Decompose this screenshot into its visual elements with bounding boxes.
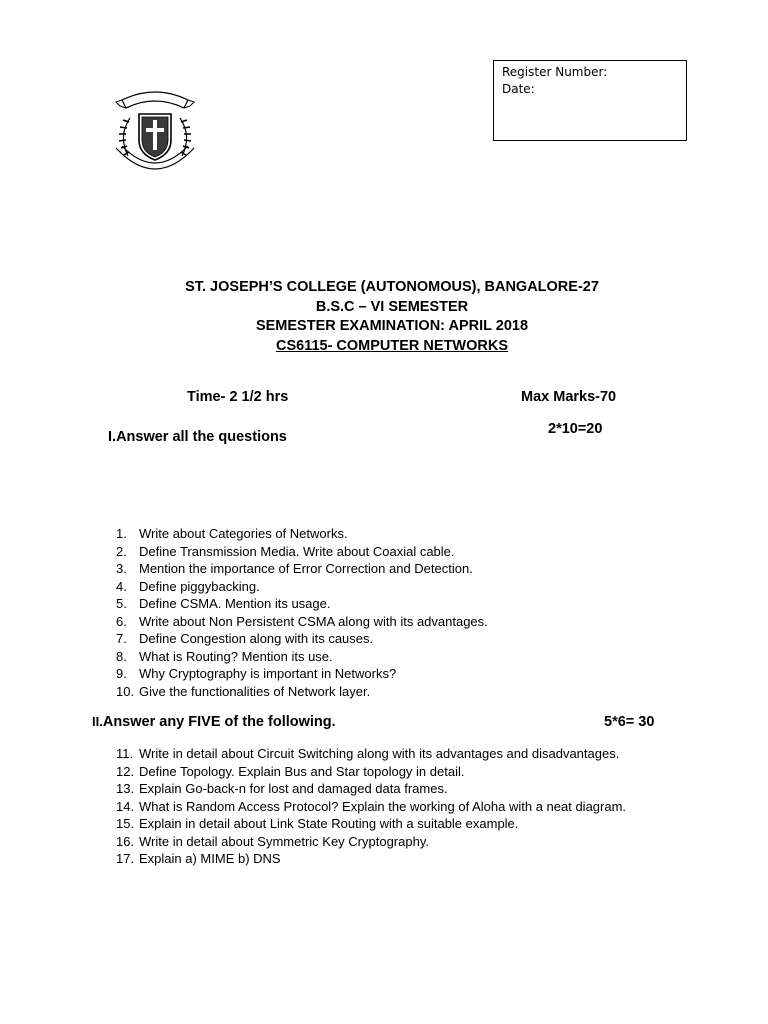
exam-name: SEMESTER EXAMINATION: APRIL 2018 xyxy=(255,318,529,334)
list-item: 8. What is Routing? Mention its use. xyxy=(116,648,333,664)
section2-heading xyxy=(92,714,336,730)
list-item: 10. Give the functionalities of Network layer. xyxy=(116,683,371,699)
section2-numeral: II. xyxy=(92,714,103,729)
time-label: Time- 2 1/2 hrs xyxy=(187,389,289,405)
list-item: 4. Define piggybacking. xyxy=(116,578,260,594)
list-item: 1. Write about Categories of Networks. xyxy=(116,526,348,541)
exam-header xyxy=(0,278,768,356)
register-box xyxy=(493,60,687,141)
list-item: 16. Write in detail about Symmetric Key Cryptography. xyxy=(116,833,429,849)
section1-heading xyxy=(108,429,287,445)
max-marks-label: Max Marks-70 xyxy=(521,389,617,405)
section1-marks: 2*10=20 xyxy=(548,421,603,437)
list-item: 15. Explain in detail about Link State Routing with a suitable example. xyxy=(116,816,519,831)
course-title: CS6115- COMPUTER NETWORKS xyxy=(275,337,509,354)
list-item: 7. Define Congestion along with its causes. xyxy=(116,631,374,646)
section1-question-list xyxy=(116,525,488,700)
section2-title: Answer any FIVE of the following. xyxy=(102,714,336,730)
list-item: 9. Why Cryptography is important in Networks? xyxy=(116,666,397,681)
list-item: 6. Write about Non Persistent CSMA along with its advantages. xyxy=(116,613,488,629)
list-item: 5. Define CSMA. Mention its usage. xyxy=(116,596,331,611)
list-item: 11. Write in detail about Circuit Switching along with its advantages and disadvantages. xyxy=(116,746,620,761)
section2-marks: 5*6= 30 xyxy=(604,714,655,730)
section2-question-list xyxy=(116,745,626,868)
list-item: 2. Define Transmission Media. Write about Coaxial cable. xyxy=(116,543,455,559)
list-item: 3. Mention the importance of Error Correction and Detection. xyxy=(116,561,473,576)
register-number-label: Register Number: xyxy=(502,65,608,79)
college-crest-logo xyxy=(108,86,202,180)
list-item: 17. Explain a) MIME b) DNS xyxy=(116,851,281,866)
list-item: 14. What is Random Access Protocol? Explain the working of Aloha with a neat diagram. xyxy=(116,798,627,814)
section1-title: Answer all the questions xyxy=(116,429,287,445)
college-name: ST. JOSEPH’S COLLEGE (AUTONOMOUS), BANGALORE-27 xyxy=(185,279,599,295)
list-item: 13. Explain Go-back-n for lost and damaged data frames. xyxy=(116,781,448,796)
list-item: 12. Define Topology. Explain Bus and Star topology in detail. xyxy=(116,763,465,779)
section1-numeral: I. xyxy=(108,429,117,445)
programme-name: B.S.C – VI SEMESTER xyxy=(315,298,469,315)
date-label: Date: xyxy=(502,82,535,96)
